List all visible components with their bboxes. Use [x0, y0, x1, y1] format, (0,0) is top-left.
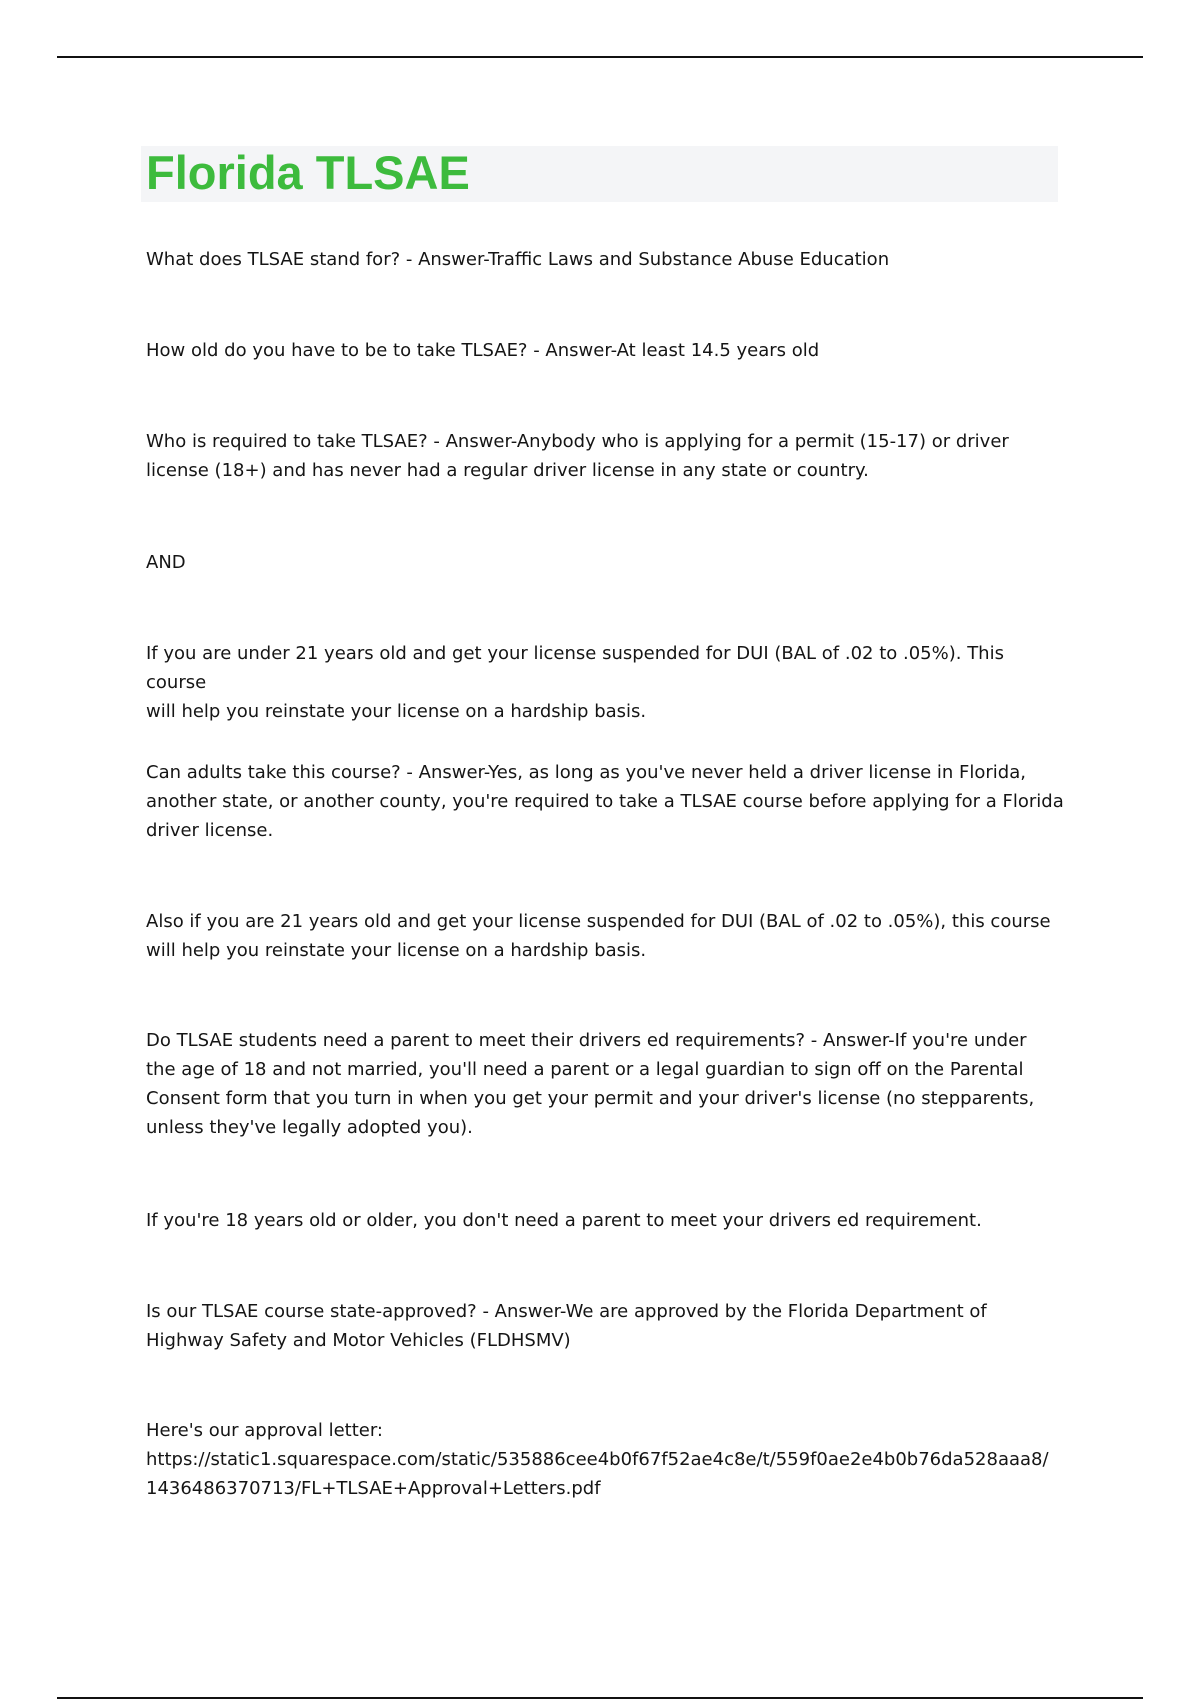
header-rule	[57, 56, 1143, 58]
qa-who-required: Who is required to take TLSAE? - Answer-Anybody who is applying for a permit (15-17) or driver license (18+) and has never had a regular driver license in any state or country.	[146, 431, 1009, 481]
qa-tlsae-meaning: What does TLSAE stand for? - Answer-Traffic Laws and Substance Abuse Education	[146, 249, 890, 270]
adult-parent-note: If you're 18 years old or older, you don't need a parent to meet your drivers ed requirement.	[146, 1210, 982, 1231]
over-21-dui-note: Also if you are 21 years old and get your license suspended for DUI (BAL of .02 to .05%), this course will help you reinstate your license on a hardship basis.	[146, 911, 1051, 961]
qa-adults: Can adults take this course? - Answer-Yes, as long as you've never held a driver license in Florida, another state, or another county, you're required to take a TLSAE course before applying for a Florida driver license.	[146, 762, 1064, 841]
under-21-dui-note: If you are under 21 years old and get your license suspended for DUI (BAL of .02 to .05%). This course will help you reinstate your license on a hardship basis.	[146, 643, 1004, 722]
document-title: Florida TLSAE	[146, 146, 470, 199]
qa-parent-requirement: Do TLSAE students need a parent to meet their drivers ed requirements? - Answer-If you're under the age of 18 and not married, you'll need a parent or a legal guardian to sign off on the Parental Consent form that you turn in when you get your permit and your driver's license (no stepparents, unless they've legally adopted you).	[146, 1030, 1035, 1138]
approval-letter-link[interactable]: Here's our approval letter: https://static1.squarespace.com/static/535886cee4b0f67f52ae4c8e/t/559f0ae2e4b0b76da528aaa8/ 1436486370713/FL+TLSAE+Approval+Letters.pdf	[146, 1420, 1049, 1499]
qa-state-approved: Is our TLSAE course state-approved? - Answer-We are approved by the Florida Department of Highway Safety and Motor Vehicles (FLDHSMV)	[146, 1301, 987, 1351]
and-separator: AND	[146, 552, 186, 573]
footer-rule	[57, 1697, 1143, 1699]
qa-minimum-age: How old do you have to be to take TLSAE? - Answer-At least 14.5 years old	[146, 340, 820, 361]
